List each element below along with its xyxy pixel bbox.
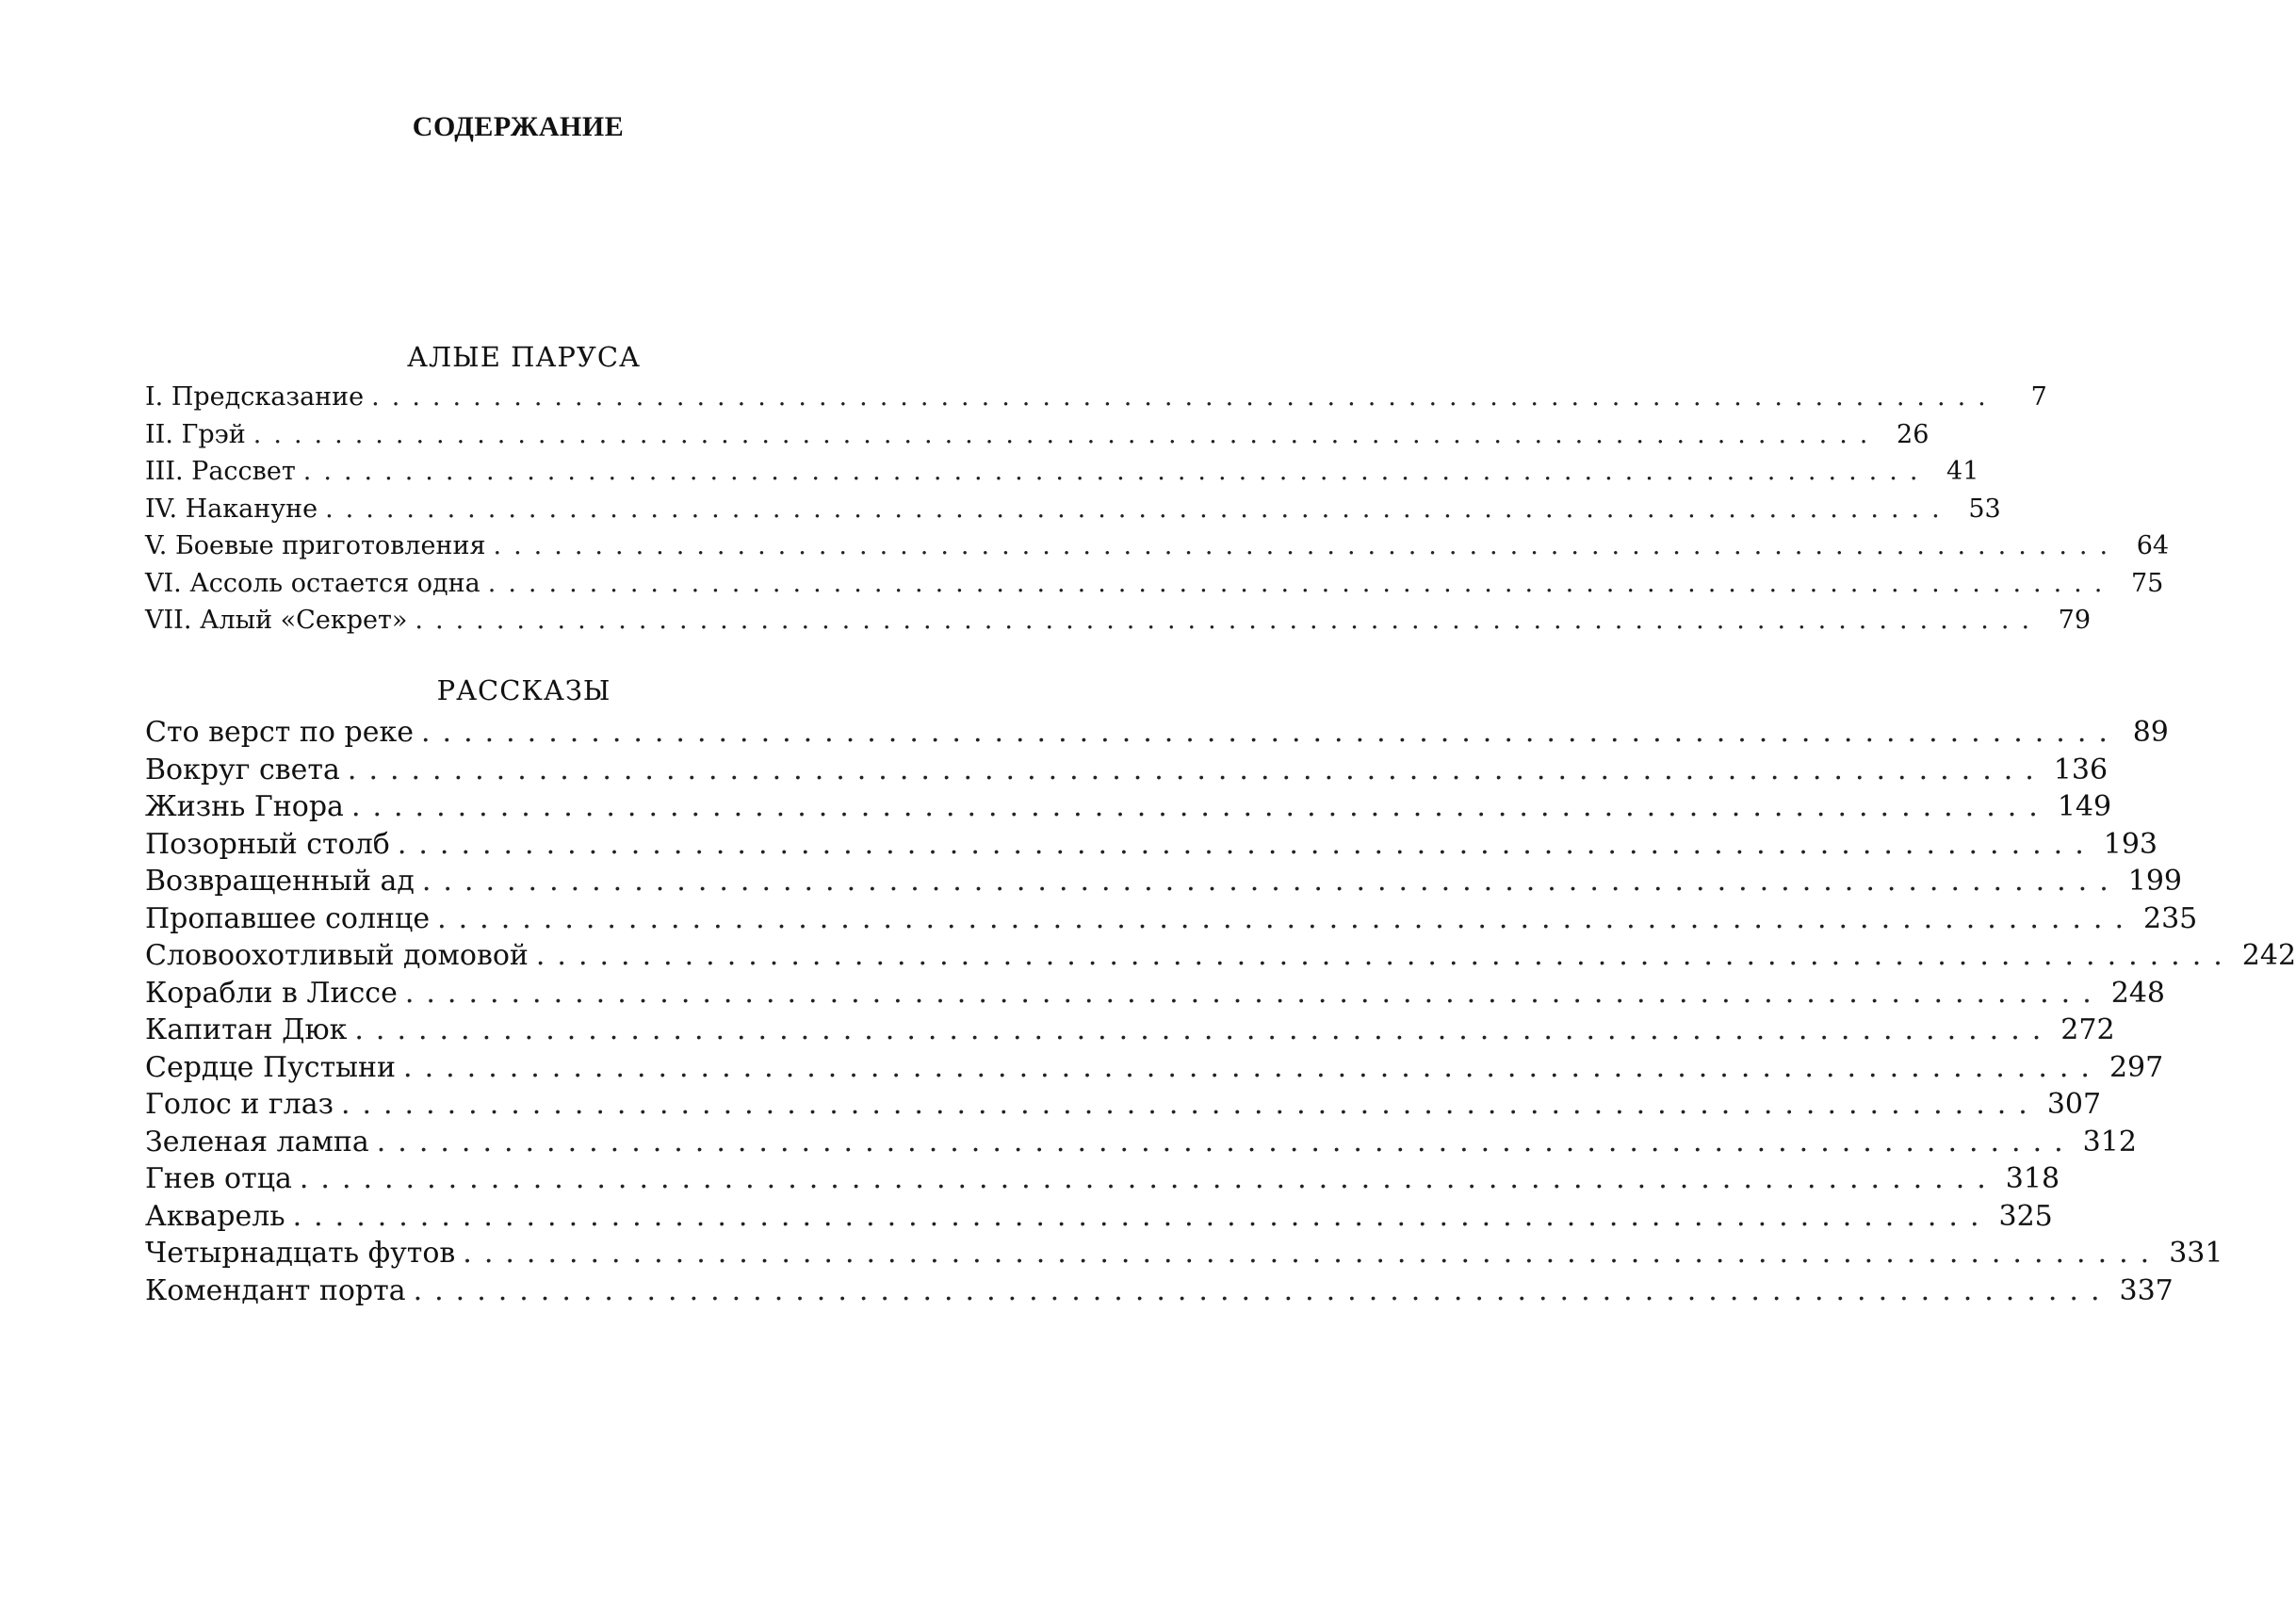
toc-entry-title: Капитан Дюк bbox=[145, 1013, 348, 1046]
dot-leader: ................................................................................ bbox=[371, 382, 1998, 412]
toc-entry-title: Сердце Пустыни bbox=[145, 1050, 397, 1084]
toc-entry-page-number: 136 bbox=[2053, 753, 2109, 786]
toc-entry[interactable] bbox=[145, 416, 1930, 454]
toc-entry[interactable] bbox=[145, 565, 2164, 603]
toc-entry[interactable] bbox=[145, 863, 2183, 900]
toc-entry-title: Комендант порта bbox=[145, 1273, 406, 1307]
toc-entry-page-number: 337 bbox=[2119, 1273, 2174, 1307]
toc-entry[interactable] bbox=[145, 379, 2047, 416]
toc-entry[interactable] bbox=[145, 975, 2165, 1012]
page-title: СОДЕРЖАНИЕ bbox=[412, 111, 625, 142]
toc-entry-title: V. Боевые приготовления bbox=[145, 531, 486, 560]
toc-entry-title: Зеленая лампа bbox=[145, 1125, 369, 1158]
toc-entry-title: Сто верст по реке bbox=[145, 716, 414, 749]
toc-entry-title: II. Грэй bbox=[145, 419, 246, 449]
toc-entry-title: Акварель bbox=[145, 1199, 285, 1233]
toc-entry-page-number: 7 bbox=[2030, 382, 2047, 412]
toc-entry-title: Корабли в Лиссе bbox=[145, 976, 398, 1010]
toc-entry-page-number: 331 bbox=[2169, 1237, 2223, 1270]
toc-entry-title: Жизнь Гнора bbox=[145, 790, 344, 823]
dot-leader: ................................................................................ bbox=[463, 1237, 2162, 1270]
toc-entry-title: Гнев отца bbox=[145, 1162, 292, 1195]
toc-entry-page-number: 149 bbox=[2057, 790, 2112, 823]
toc-entry[interactable] bbox=[145, 1012, 2115, 1049]
toc-entry-page-number: 26 bbox=[1897, 419, 1930, 449]
toc-entry-title: VI. Ассоль остается одна bbox=[145, 568, 480, 598]
section-title: АЛЫЕ ПАРУСА bbox=[407, 341, 641, 373]
toc-entry-title: III. Рассвет bbox=[145, 457, 296, 486]
dot-leader: ................................................................................ bbox=[292, 1199, 1992, 1233]
toc-entry[interactable] bbox=[145, 1198, 2053, 1236]
toc-entry-title: IV. Накануне bbox=[145, 494, 318, 524]
toc-entry-page-number: 75 bbox=[2131, 568, 2164, 598]
toc-entry[interactable] bbox=[145, 826, 2158, 864]
toc-entry-page-number: 248 bbox=[2110, 976, 2165, 1010]
dot-leader: ................................................................................ bbox=[252, 419, 1881, 449]
dot-leader: ................................................................................ bbox=[350, 790, 2050, 823]
dot-leader: ................................................................................ bbox=[347, 753, 2046, 786]
dot-leader: ................................................................................ bbox=[421, 865, 2121, 898]
toc-entry-page-number: 41 bbox=[1946, 457, 1979, 486]
dot-leader: ................................................................................ bbox=[299, 1162, 1998, 1195]
toc-entry[interactable] bbox=[145, 1160, 2060, 1198]
toc-entry-page-number: 235 bbox=[2143, 901, 2198, 935]
dot-leader: ................................................................................ bbox=[493, 531, 2121, 560]
toc-entry[interactable] bbox=[145, 752, 2109, 789]
toc-entry[interactable] bbox=[145, 900, 2198, 938]
toc-entry-title: Голос и глаз bbox=[145, 1088, 334, 1121]
dot-leader: ................................................................................ bbox=[413, 1273, 2112, 1307]
toc-entry[interactable] bbox=[145, 788, 2112, 826]
toc-entry-title: Вокруг света bbox=[145, 753, 340, 786]
dot-leader: ................................................................................ bbox=[535, 939, 2235, 972]
toc-entry[interactable] bbox=[145, 602, 2092, 640]
dot-leader: ................................................................................ bbox=[403, 1050, 2102, 1084]
dot-leader: ................................................................................ bbox=[487, 568, 2115, 598]
toc-entry-page-number: 312 bbox=[2082, 1125, 2137, 1158]
toc-section-alye-parusa bbox=[145, 335, 2170, 640]
toc-entry[interactable] bbox=[145, 1124, 2137, 1161]
dot-leader: ................................................................................ bbox=[421, 716, 2120, 749]
dot-leader: ................................................................................ bbox=[354, 1013, 2054, 1046]
toc-entry-title: Словоохотливый домовой bbox=[145, 939, 529, 972]
toc-entry[interactable] bbox=[145, 491, 2001, 528]
toc-entry-page-number: 79 bbox=[2058, 606, 2092, 635]
toc-entry[interactable] bbox=[145, 937, 2296, 975]
dot-leader: ................................................................................ bbox=[340, 1088, 2040, 1121]
toc-entry-page-number: 325 bbox=[1998, 1199, 2053, 1233]
toc-entry-title: Пропавшее солнце bbox=[145, 901, 431, 935]
toc-entry[interactable] bbox=[145, 1235, 2223, 1272]
toc-entry[interactable] bbox=[145, 1272, 2174, 1310]
toc-entry-list bbox=[145, 714, 2296, 1309]
toc-entry[interactable] bbox=[145, 1049, 2164, 1087]
toc-entry-list bbox=[145, 379, 2170, 640]
toc-entry-page-number: 64 bbox=[2136, 531, 2170, 560]
toc-entry[interactable] bbox=[145, 453, 1979, 491]
dot-leader: ................................................................................ bbox=[404, 976, 2104, 1010]
section-title: РАССКАЗЫ bbox=[436, 674, 611, 706]
toc-entry-page-number: 89 bbox=[2132, 716, 2169, 749]
dot-leader: ................................................................................ bbox=[376, 1125, 2076, 1158]
dot-leader: ................................................................................ bbox=[437, 901, 2136, 935]
toc-entry-page-number: 199 bbox=[2127, 865, 2183, 898]
toc-entry-page-number: 307 bbox=[2046, 1088, 2102, 1121]
dot-leader: ................................................................................ bbox=[325, 494, 1952, 524]
toc-entry-page-number: 193 bbox=[2103, 827, 2158, 861]
toc-entry-page-number: 318 bbox=[2005, 1162, 2060, 1195]
toc-entry-page-number: 272 bbox=[2060, 1013, 2115, 1046]
dot-leader: ................................................................................ bbox=[415, 606, 2043, 635]
toc-entry[interactable] bbox=[145, 527, 2170, 565]
dot-leader: ................................................................................ bbox=[397, 827, 2096, 861]
toc-entry-title: Позорный столб bbox=[145, 827, 390, 861]
toc-entry-page-number: 242 bbox=[2241, 939, 2296, 972]
dot-leader: ................................................................................ bbox=[302, 457, 1930, 486]
toc-entry[interactable] bbox=[145, 714, 2169, 752]
toc-entry-title: Возвращенный ад bbox=[145, 865, 415, 898]
toc-entry-page-number: 53 bbox=[1968, 494, 2001, 524]
toc-entry-title: Четырнадцать футов bbox=[145, 1237, 456, 1270]
toc-entry[interactable] bbox=[145, 1086, 2102, 1124]
toc-entry-title: VII. Алый «Секрет» bbox=[145, 606, 408, 635]
toc-section-rasskazy bbox=[145, 669, 2296, 1309]
toc-entry-title: I. Предсказание bbox=[145, 382, 365, 412]
toc-entry-page-number: 297 bbox=[2109, 1050, 2164, 1084]
